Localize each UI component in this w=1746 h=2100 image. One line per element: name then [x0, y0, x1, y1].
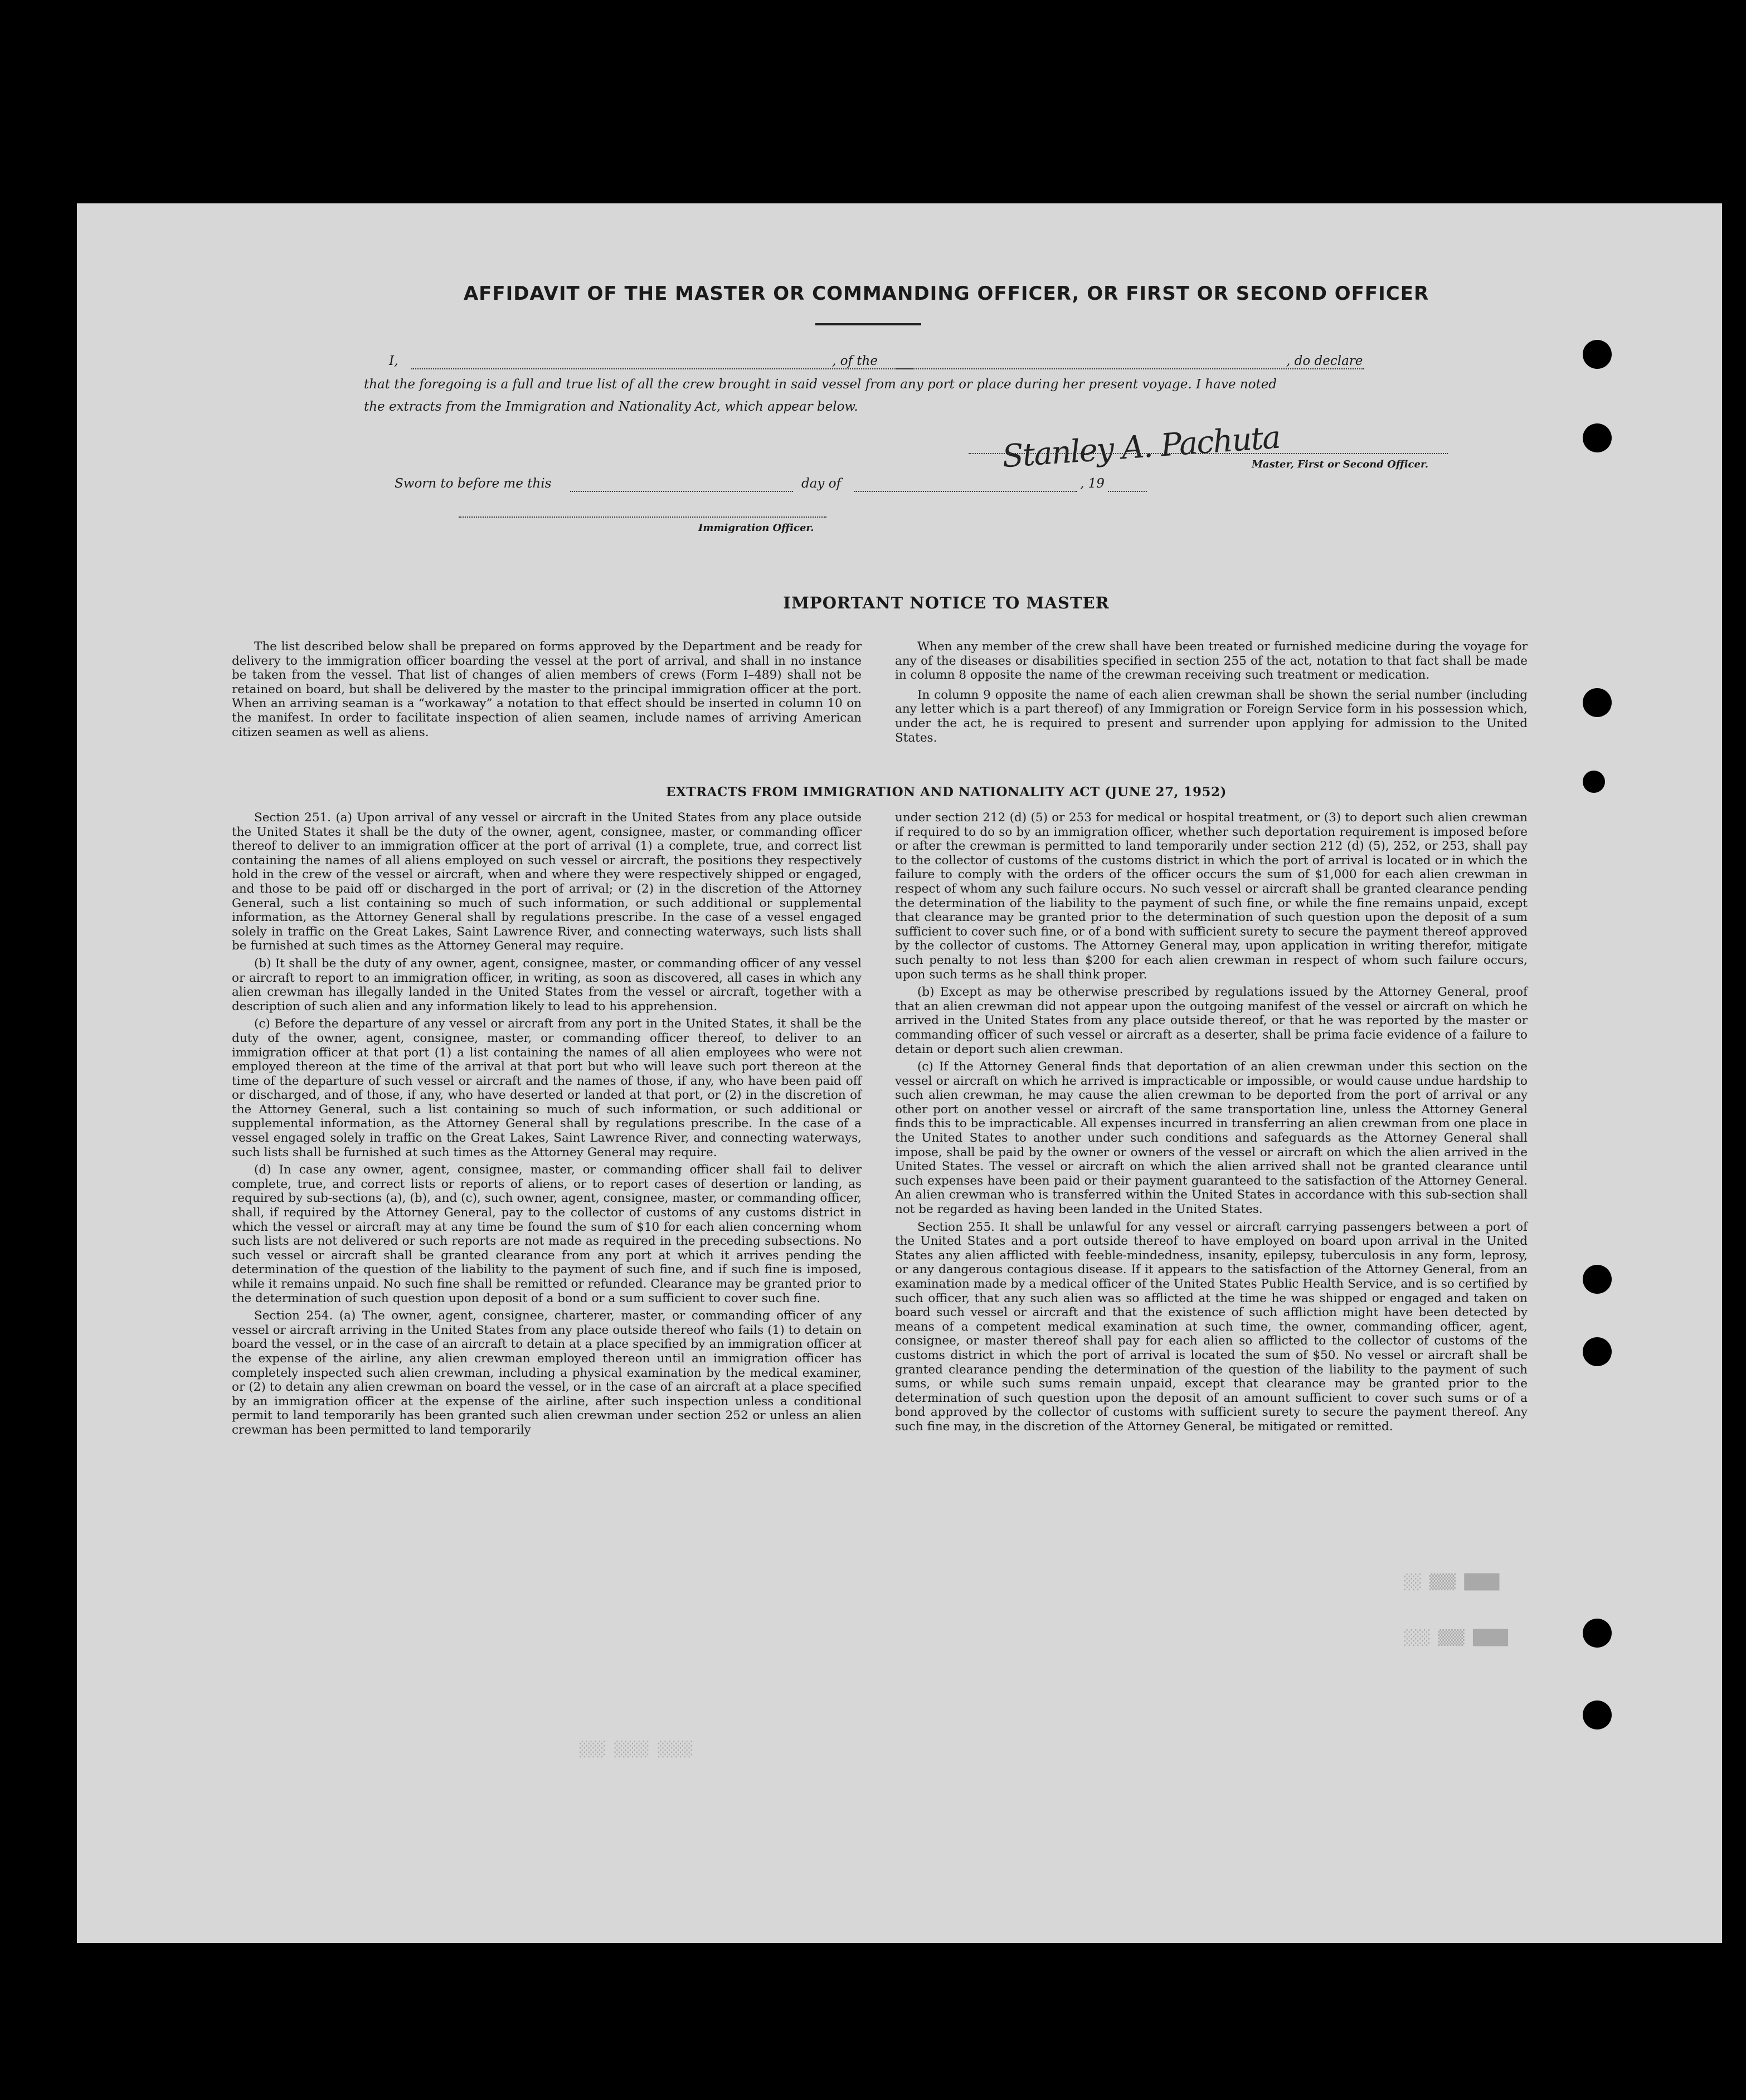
name-field-line — [411, 368, 913, 369]
bleed-through-text: ░░░░ ░░░░ ░░░ — [578, 1741, 692, 1758]
sworn-label: Sworn to before me this — [395, 476, 552, 491]
section-254-a-continued: under section 212 (d) (5) or 253 for medical or hospital treatment, or (3) to deport such alien crewman if required to do so by an immigration officer, whether such deportation requirement is imposed before or after the crewman is permitted to land temporarily under section 212 (d) (5), 252, or 253, shall pay to the collector of customs of the customs district in which the port of arrival is located or in which the failure to comply with the orders of the officer occurs the sum of $1,000 for each alien crewman in respect of whom any such failure occurs. No such vessel or aircraft shall be granted clearance pending the determination of the liability to the payment of such fine, or while the fine remains unpaid, except that clearance may be granted prior to the determination of such question upon the deposit of a sum sufficient to cover such fine, or of a bond with sufficient surety to secure the payment thereof approved by the collector of customs. The Attorney General may, upon application in writing therefor, mitigate such penalty to not less than $200 for each alien crewman in respect of whom such failure occurs, upon such terms as he shall think proper. — [895, 811, 1528, 982]
declaration-line-2: the extracts from the Immigration and Nationality Act, which appear below. — [364, 399, 858, 414]
binder-hole — [1583, 1337, 1612, 1366]
section-251-a: Section 251. (a) Upon arrival of any vessel or aircraft in the United States from any place outside the United States it shall be the duty of the owner, agent, consignee, master, or commanding officer thereof to deliver to an immigration officer at the port of arrival (1) a complete, true, and correct list containing the names of all aliens employed on such vessel or aircraft, the positions they respectively hold in the crew of the vessel or aircraft, when and where they were respectively shipped or engaged, and those to be paid off or discharged in the port of arrival; or (2) in the discretion of the Attorney General, such a list containing so much of such information, or such additional or supplemental information, as the Attorney General shall by regulations prescribe. In the case of a vessel engaged solely in traffic on the Great Lakes, Saint Lawrence River, and connecting waterways, such lists shall be furnished at such times as the Attorney General may require. — [232, 811, 862, 953]
section-255: Section 255. It shall be unlawful for any vessel or aircraft carrying passengers between a port of the United States and a port outside thereof to have employed on board upon arrival in the United States any alien afflicted with feeble-mindedness, insanity, epilepsy, tuberculosis in any form, leprosy, or any dangerous contagious disease. If it appears to the satisfaction of the Attorney General, from an examination made by a medical officer of the United States Public Health Service, and is so certified by such officer, that any such alien was so afflicted at the time he was shipped or engaged and taken on board such vessel or aircraft and that the existence of such affliction might have been detected by means of a competent medical examination at such time, the owner, commanding officer, agent, consignee, or master thereof shall pay for each alien so afflicted to the collector of customs of the customs district in which the port of arrival is located the sum of $50. No vessel or aircraft shall be granted clearance pending the determination of the question of the liability to the payment of such sums, or while such sums remain unpaid, except that clearance may be granted prior to the determination of such question upon the deposit of an amount sufficient to cover such sums or of a bond approved by the collector of customs with sufficient surety to secure the payment thereof. Any such fine may, in the discretion of the Attorney General, be mitigated or remitted. — [895, 1220, 1528, 1434]
bleed-through-text: ████ ▒▒▒ ░░ — [1403, 1574, 1500, 1591]
master-signature: Stanley A. Pachuta — [1001, 419, 1281, 475]
signature-line — [969, 453, 1448, 454]
binder-hole — [1583, 423, 1612, 452]
of-the-label: , of the — [832, 354, 878, 368]
title-rule — [815, 323, 921, 325]
binder-hole — [1583, 1701, 1612, 1729]
do-declare-label: , do declare — [1286, 354, 1363, 368]
notice-right-column — [895, 640, 1528, 748]
binder-hole — [1583, 1265, 1612, 1294]
binder-hole — [1583, 340, 1612, 369]
officer-line — [459, 517, 826, 518]
extracts-left-column — [232, 811, 862, 1441]
binder-hole — [1583, 688, 1612, 717]
sworn-day-line — [570, 491, 793, 492]
section-251-d: (d) In case any owner, agent, consignee, master, or commanding officer shall fail to deliver complete, true, and correct lists or reports of aliens, or to report cases of desertion or landing, as required by sub-sections (a), (b), and (c), such owner, agent, consignee, master, or commanding officer, shall, if required by the Attorney General, pay to the collector of customs of any customs district in which the vessel or aircraft may at any time be found the sum of $10 for each alien concerning whom such lists are not delivered or such reports are not made as required in the preceding subsections. No such vessel or aircraft shall be granted clearance from any port at which it arrives pending the determination of the question of the liability to the payment of such fine, and if such fine is imposed, while it remains unpaid. No such fine shall be remitted or refunded. Clearance may be granted prior to the determination of such question upon deposit of a bond or a sum sufficient to cover such fine. — [232, 1163, 862, 1305]
notice-left-column — [232, 640, 862, 743]
section-251-b: (b) It shall be the duty of any owner, agent, consignee, master, or commanding officer of any vessel or aircraft to report to an immigration officer, in writing, as soon as discovered, all cases in which any alien crewman has illegally landed in the United States from the vessel or aircraft, together with a description of such alien and any information likely to lead to his apprehension. — [232, 956, 862, 1014]
declaration-line-1: that the foregoing is a full and true list of all the crew brought in said vessel from any port or place during her present voyage. I have noted — [364, 377, 1277, 392]
extracts-right-column — [895, 811, 1528, 1438]
i-label: I, — [389, 354, 398, 368]
section-254-a: Section 254. (a) The owner, agent, consignee, charterer, master, or commanding officer of any vessel or aircraft arriving in the United States from any place outside thereof who fails (1) to detain on board the vessel, or in the case of an aircraft to detain at a place specified by an immigration officer at the expense of the airline, any alien crewman employed thereon until an immigration officer has completely inspected such alien crewman, including a physical examination by the medical examiner, or (2) to detain any alien crewman on board the vessel, or in the case of an aircraft at a place specified by an immigration officer at the expense of the airline, after such inspection unless a conditional permit to land temporarily has been granted such alien crewman under section 252 or unless an alien crewman has been permitted to land temporarily — [232, 1309, 862, 1437]
signature-caption: Master, First or Second Officer. — [1252, 459, 1429, 470]
document-sheet — [77, 203, 1722, 1943]
extracts-title: EXTRACTS FROM IMMIGRATION AND NATIONALITY ACT (JUNE 27, 1952) — [666, 785, 1227, 800]
notice-left-paragraph: The list described below shall be prepared on forms approved by the Department and be ready for delivery to the immigration officer boarding the vessel at the port of arrival, and shall in no instance be taken from the vessel. That list of changes of alien members of crews (Form I–489) shall not be retained on board, but shall be delivered by the master to the principal immigration officer at the port. When an arriving seaman is a “workaway” a notation to that effect should be inserted in column 10 on the manifest. In order to facilitate inspection of alien seamen, include names of arriving American citizen seamen as well as aliens. — [232, 640, 862, 739]
notice-title: IMPORTANT NOTICE TO MASTER — [783, 593, 1110, 612]
bleed-through-text: ████ ▒▒▒ ░░░ — [1403, 1630, 1508, 1646]
sworn-year-line — [1108, 491, 1147, 492]
binder-hole — [1583, 771, 1605, 793]
sworn-month-line — [854, 491, 1077, 492]
section-251-c: (c) Before the departure of any vessel or aircraft from any port in the United States, it shall be the duty of the owner, agent, consignee, master, or commanding officer thereof, to deliver to an immigration officer at that port (1) a list containing the names of all alien employees who were not employed thereon at the time of the arrival at that port but who will leave such port thereon at the time of the departure of such vessel or aircraft and the names of those, if any, who have been paid off or discharged, and of those, if any, who have deserted or landed at that port, or (2) in the discretion of the Attorney General, such a list containing so much of such information, or such additional or supplemental information, as the Attorney General shall by regulations prescribe. In the case of a vessel engaged solely in traffic on the Great Lakes, Saint Lawrence River, and connecting waterways, such lists shall be furnished at such times as the Attorney General may require. — [232, 1017, 862, 1159]
binder-hole — [1583, 1619, 1612, 1648]
affidavit-title: AFFIDAVIT OF THE MASTER OR COMMANDING OFFICER, OR FIRST OR SECOND OFFICER — [463, 282, 1429, 305]
section-254-b: (b) Except as may be otherwise prescribed by regulations issued by the Attorney General, proof that an alien crewman did not appear upon the outgoing manifest of the vessel or aircraft on which he arrived in the United States from any place outside thereof, or that he was reported by the master or commanding officer of such vessel or aircraft as a deserter, shall be prima facie evidence of a failure to detain or deport such alien crewman. — [895, 985, 1528, 1056]
notice-right-paragraph-2: In column 9 opposite the name of each alien crewman shall be shown the serial number (including any letter which is a part thereof) of any Immigration or Foreign Service form in his possession which, under the act, he is required to present and surrender upon applying for admission to the United States. — [895, 688, 1528, 745]
section-254-c: (c) If the Attorney General finds that deportation of an alien crewman under this section on the vessel or aircraft on which he arrived is impracticable or impossible, or would cause undue hardship to such alien crewman, he may cause the alien crewman to be deported from the port of arrival or any other port on another vessel or aircraft of the same transportation line, unless the Attorney General finds this to be impracticable. All expenses incurred in transferring an alien crewman from one place in the United States to another under such conditions and safeguards as the Attorney General shall impose, shall be paid by the owner or owners of the vessel or aircraft on which the alien arrived in the United States. The vessel or aircraft on which the alien arrived shall not be granted clearance until such expenses have been paid or their payment guaranteed to the satisfaction of the Attorney General. An alien crewman who is transferred within the United States in accordance with this sub-section shall not be regarded as having been landed in the United States. — [895, 1060, 1528, 1217]
officer-caption: Immigration Officer. — [698, 522, 814, 534]
vessel-field-line — [896, 368, 1364, 369]
day-of-label: day of — [801, 476, 842, 491]
notice-right-paragraph-1: When any member of the crew shall have been treated or furnished medicine during the voyage for any of the diseases or disabilities specified in section 255 of the act, notation to that fact shall be made in column 8 opposite the name of the crewman receiving such treatment or medication. — [895, 640, 1528, 683]
year-prefix: , 19 — [1080, 476, 1105, 491]
